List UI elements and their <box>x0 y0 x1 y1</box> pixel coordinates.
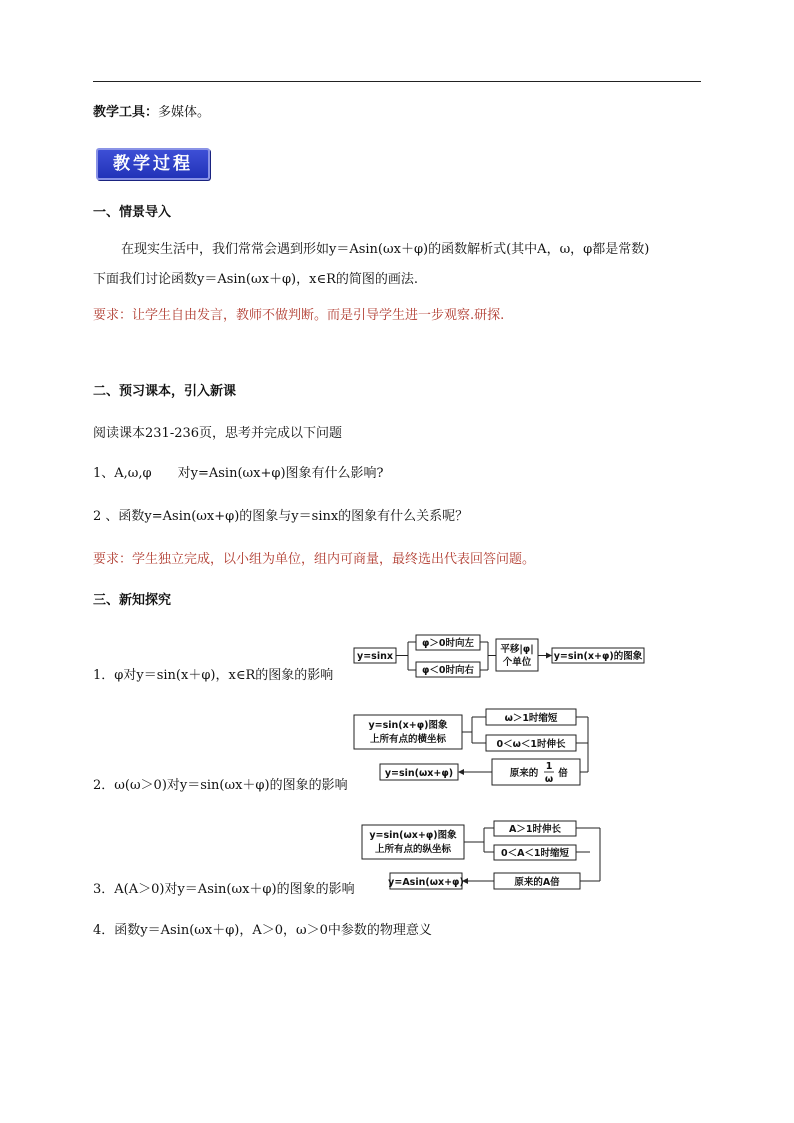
item-2: 2．ω(ω＞0)对y＝sin(ωx＋φ)的图象的影响 <box>93 778 348 793</box>
d2-arrow-head <box>458 769 464 775</box>
d2-return-suffix: 倍 <box>558 768 568 779</box>
d1-top-text: φ＞0时向左 <box>421 638 475 649</box>
amplitude-scaling-flow-diagram <box>358 817 608 899</box>
d3-top-text: A＞1时伸长 <box>509 824 561 835</box>
d2-return-fraction-num: 1 <box>545 761 553 772</box>
d3-start-text-2: 上所有点的纵坐标 <box>374 844 452 855</box>
d2-end-text: y=sin(ωx+φ) <box>384 768 454 779</box>
question-1: 1、A,ω,φ 对y=Asin(ωx+φ)图象有什么影响? <box>93 466 384 481</box>
d2-top-text: ω＞1时缩短 <box>504 713 558 724</box>
d2-start-text-2: 上所有点的横坐标 <box>369 734 447 745</box>
d1-end-text: y=sin(x+φ)的图象 <box>553 651 643 662</box>
d2-start-text-1: y=sin(x+φ)图象 <box>368 720 448 731</box>
d3-return-text: 原来的A倍 <box>514 877 560 888</box>
teaching-tools-label: 教学工具： <box>93 105 159 120</box>
item-4: 4．函数y＝Asin(ωx＋φ)，A＞0，ω＞0中参数的物理意义 <box>93 923 432 938</box>
section-1-paragraph-1: 在现实生活中，我们常常会遇到形如y＝Asin(ωx＋φ)的函数解析式(其中A，ω，φ都是常数) <box>121 242 650 257</box>
item-3: 3．A(A＞0)对y＝Asin(ωx＋φ)的图象的影响 <box>93 882 355 897</box>
omega-scaling-flow-diagram <box>350 703 600 785</box>
section-2-reading: 阅读课本231-236页，思考并完成以下问题 <box>93 426 343 441</box>
teaching-tools-value: 多媒体。 <box>158 105 211 120</box>
section-2-heading: 二、预习课本，引入新课 <box>93 384 237 399</box>
section-1-requirement: 要求：让学生自由发言，教师不做判断。而是引导学生进一步观察.研探. <box>93 308 505 323</box>
d3-bottom-text: 0＜A＜1时缩短 <box>500 848 570 859</box>
section-2-requirement: 要求：学生独立完成，以小组为单位，组内可商量，最终选出代表回答问题。 <box>93 552 536 567</box>
section-1-heading: 一、情景导入 <box>93 205 172 220</box>
d1-bottom-text: φ＜0时向右 <box>421 665 475 676</box>
d1-middle-text-2: 个单位 <box>502 657 532 668</box>
section-3-heading: 三、新知探究 <box>93 593 172 608</box>
d2-return-fraction-den: ω <box>544 774 554 785</box>
teaching-tools-line <box>93 104 210 122</box>
d3-start-text-1: y=sin(ωx+φ)图象 <box>369 830 457 841</box>
d1-start-text: y=sinx <box>357 651 393 662</box>
d2-bottom-text: 0＜ω＜1时伸长 <box>496 739 566 750</box>
d1-arrow-head <box>546 653 552 659</box>
d3-end-text: y=Asin(ωx+φ) <box>388 877 464 888</box>
section-1-paragraph-2: 下面我们讨论函数y＝Asin(ωx＋φ)，x∈R的简图的画法. <box>93 272 418 287</box>
d1-middle-text-1: 平移|φ| <box>500 644 534 655</box>
teaching-process-banner: 教学过程 <box>96 148 210 180</box>
header-rule <box>93 81 701 82</box>
d2-return-prefix: 原来的 <box>509 768 539 779</box>
phi-shift-flow-diagram <box>350 630 650 682</box>
item-1: 1．φ对y＝sin(x＋φ)，x∈R的图象的影响 <box>93 668 334 683</box>
question-2: 2 、函数y=Asin(ωx+φ)的图象与y＝sinx的图象有什么关系呢？ <box>93 509 469 524</box>
